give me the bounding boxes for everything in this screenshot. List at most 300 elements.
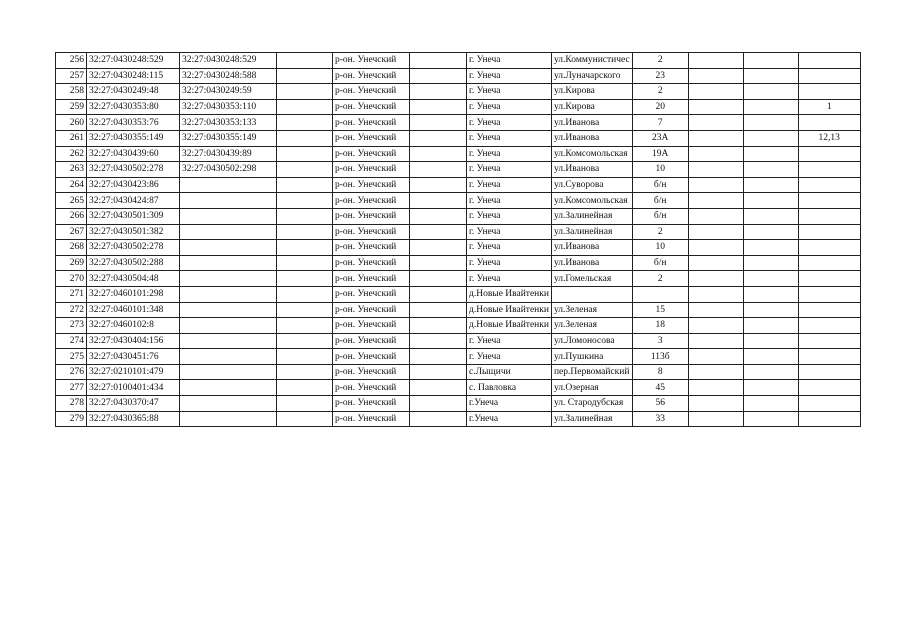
table-row <box>56 99 861 115</box>
locality-cell: г.Унеча <box>467 396 552 412</box>
empty-cell <box>410 380 467 396</box>
house-number-cell: б/н <box>632 255 688 271</box>
empty-cell <box>688 224 743 240</box>
empty-cell <box>743 364 798 380</box>
locality-cell: г.Унеча <box>467 411 552 427</box>
note-cell <box>798 302 860 318</box>
locality-cell: г. Унеча <box>467 115 552 131</box>
empty-cell <box>743 271 798 287</box>
locality-cell: г. Унеча <box>467 208 552 224</box>
empty-cell <box>410 68 467 84</box>
row-number: 266 <box>56 208 87 224</box>
locality-cell: г. Унеча <box>467 255 552 271</box>
empty-cell <box>743 302 798 318</box>
empty-cell <box>410 162 467 178</box>
empty-cell <box>277 240 333 256</box>
empty-cell <box>688 380 743 396</box>
district-cell: р-он. Унечский <box>333 271 410 287</box>
locality-cell: д.Новые Ивайтенки <box>467 302 552 318</box>
empty-cell <box>688 396 743 412</box>
empty-cell <box>410 349 467 365</box>
street-cell: ул.Зеленая <box>551 318 632 334</box>
empty-cell <box>277 271 333 287</box>
empty-cell <box>277 68 333 84</box>
row-number: 261 <box>56 130 87 146</box>
locality-cell: г. Унеча <box>467 84 552 100</box>
row-number: 260 <box>56 115 87 131</box>
table-row <box>56 302 861 318</box>
related-cadastral-number: 32:27:0430355:149 <box>180 130 277 146</box>
empty-cell <box>410 240 467 256</box>
empty-cell <box>688 193 743 209</box>
house-number-cell: 113б <box>632 349 688 365</box>
empty-cell <box>277 162 333 178</box>
locality-cell: г. Унеча <box>467 53 552 69</box>
empty-cell <box>743 318 798 334</box>
empty-cell <box>743 411 798 427</box>
empty-cell <box>410 84 467 100</box>
street-cell: ул.Иванова <box>551 130 632 146</box>
cadastral-number: 32:27:0430370:47 <box>87 396 180 412</box>
house-number-cell: 2 <box>632 224 688 240</box>
related-cadastral-number: 32:27:0430439:89 <box>180 146 277 162</box>
empty-cell <box>688 364 743 380</box>
district-cell: р-он. Унечский <box>333 99 410 115</box>
empty-cell <box>277 84 333 100</box>
row-number: 257 <box>56 68 87 84</box>
cadastral-number: 32:27:0430501:382 <box>87 224 180 240</box>
house-number-cell: 23 <box>632 68 688 84</box>
related-cadastral-number <box>180 349 277 365</box>
related-cadastral-number <box>180 224 277 240</box>
locality-cell: д.Новые Ивайтенки <box>467 286 552 302</box>
empty-cell <box>410 255 467 271</box>
related-cadastral-number: 32:27:0430249:59 <box>180 84 277 100</box>
cadastral-number: 32:27:0430502:278 <box>87 240 180 256</box>
street-cell: ул.Иванова <box>551 115 632 131</box>
empty-cell <box>743 68 798 84</box>
house-number-cell: 3 <box>632 333 688 349</box>
locality-cell: г. Унеча <box>467 68 552 84</box>
empty-cell <box>277 349 333 365</box>
street-cell: ул.Луначарского <box>551 68 632 84</box>
related-cadastral-number <box>180 411 277 427</box>
empty-cell <box>277 130 333 146</box>
table-row <box>56 115 861 131</box>
district-cell: р-он. Унечский <box>333 333 410 349</box>
row-number: 279 <box>56 411 87 427</box>
empty-cell <box>743 208 798 224</box>
empty-cell <box>410 224 467 240</box>
row-number: 278 <box>56 396 87 412</box>
street-cell: ул.Залинейная <box>551 411 632 427</box>
related-cadastral-number <box>180 318 277 334</box>
empty-cell <box>688 349 743 365</box>
empty-cell <box>743 255 798 271</box>
related-cadastral-number: 32:27:0430248:529 <box>180 53 277 69</box>
house-number-cell: 10 <box>632 240 688 256</box>
empty-cell <box>410 302 467 318</box>
street-cell: ул.Кирова <box>551 84 632 100</box>
empty-cell <box>277 364 333 380</box>
house-number-cell: 18 <box>632 318 688 334</box>
empty-cell <box>410 396 467 412</box>
cadastral-number: 32:27:0460101:348 <box>87 302 180 318</box>
note-cell <box>798 84 860 100</box>
note-cell <box>798 68 860 84</box>
note-cell <box>798 255 860 271</box>
table-row <box>56 208 861 224</box>
empty-cell <box>277 411 333 427</box>
note-cell <box>798 208 860 224</box>
empty-cell <box>410 146 467 162</box>
empty-cell <box>743 240 798 256</box>
note-cell <box>798 146 860 162</box>
locality-cell: г. Унеча <box>467 146 552 162</box>
district-cell: р-он. Унечский <box>333 162 410 178</box>
street-cell: ул.Пушкина <box>551 349 632 365</box>
district-cell: р-он. Унечский <box>333 411 410 427</box>
locality-cell: г. Унеча <box>467 333 552 349</box>
empty-cell <box>688 302 743 318</box>
district-cell: р-он. Унечский <box>333 255 410 271</box>
cadastral-number: 32:27:0430439:60 <box>87 146 180 162</box>
street-cell: ул.Озерная <box>551 380 632 396</box>
empty-cell <box>743 53 798 69</box>
empty-cell <box>688 68 743 84</box>
property-registry-table <box>55 52 861 427</box>
district-cell: р-он. Унечский <box>333 193 410 209</box>
empty-cell <box>743 146 798 162</box>
cadastral-number: 32:27:0430353:76 <box>87 115 180 131</box>
empty-cell <box>688 146 743 162</box>
cadastral-number: 32:27:0430353:80 <box>87 99 180 115</box>
empty-cell <box>688 130 743 146</box>
related-cadastral-number <box>180 208 277 224</box>
empty-cell <box>410 411 467 427</box>
empty-cell <box>688 53 743 69</box>
note-cell: 12,13 <box>798 130 860 146</box>
house-number-cell: 33 <box>632 411 688 427</box>
table-row <box>56 193 861 209</box>
empty-cell <box>277 396 333 412</box>
row-number: 259 <box>56 99 87 115</box>
empty-cell <box>688 84 743 100</box>
table-row <box>56 255 861 271</box>
table-row <box>56 364 861 380</box>
street-cell: пер.Первомайский <box>551 364 632 380</box>
house-number-cell: 10 <box>632 162 688 178</box>
note-cell <box>798 411 860 427</box>
row-number: 277 <box>56 380 87 396</box>
empty-cell <box>277 380 333 396</box>
table-row <box>56 177 861 193</box>
street-cell: ул.Кирова <box>551 99 632 115</box>
empty-cell <box>688 99 743 115</box>
street-cell: ул.Ломоносова <box>551 333 632 349</box>
row-number: 269 <box>56 255 87 271</box>
row-number: 265 <box>56 193 87 209</box>
street-cell: ул.Иванова <box>551 255 632 271</box>
locality-cell: г. Унеча <box>467 349 552 365</box>
empty-cell <box>743 99 798 115</box>
district-cell: р-он. Унечский <box>333 240 410 256</box>
house-number-cell: 15 <box>632 302 688 318</box>
empty-cell <box>410 333 467 349</box>
locality-cell: г. Унеча <box>467 271 552 287</box>
empty-cell <box>410 193 467 209</box>
empty-cell <box>410 53 467 69</box>
table-row <box>56 162 861 178</box>
cadastral-number: 32:27:0430365:88 <box>87 411 180 427</box>
cadastral-number: 32:27:0430502:278 <box>87 162 180 178</box>
locality-cell: г. Унеча <box>467 240 552 256</box>
empty-cell <box>410 318 467 334</box>
cadastral-number: 32:27:0430404:156 <box>87 333 180 349</box>
empty-cell <box>277 99 333 115</box>
locality-cell: г. Унеча <box>467 177 552 193</box>
locality-cell: г. Унеча <box>467 224 552 240</box>
cadastral-number: 32:27:0430501:309 <box>87 208 180 224</box>
empty-cell <box>410 177 467 193</box>
empty-cell <box>688 255 743 271</box>
table-row <box>56 318 861 334</box>
house-number-cell: 20 <box>632 99 688 115</box>
cadastral-number: 32:27:0430504:48 <box>87 271 180 287</box>
empty-cell <box>410 286 467 302</box>
street-cell: ул.Гомельская <box>551 271 632 287</box>
street-cell: ул.Залинейная <box>551 208 632 224</box>
district-cell: р-он. Унечский <box>333 380 410 396</box>
empty-cell <box>688 208 743 224</box>
note-cell <box>798 364 860 380</box>
row-number: 258 <box>56 84 87 100</box>
cadastral-number: 32:27:0210101:479 <box>87 364 180 380</box>
empty-cell <box>743 193 798 209</box>
row-number: 272 <box>56 302 87 318</box>
empty-cell <box>410 130 467 146</box>
district-cell: р-он. Унечский <box>333 364 410 380</box>
empty-cell <box>277 193 333 209</box>
street-cell: ул.Залинейная <box>551 224 632 240</box>
empty-cell <box>277 208 333 224</box>
cadastral-number: 32:27:0430424:87 <box>87 193 180 209</box>
house-number-cell: б/н <box>632 193 688 209</box>
related-cadastral-number <box>180 364 277 380</box>
note-cell <box>798 349 860 365</box>
cadastral-number: 32:27:0430248:529 <box>87 53 180 69</box>
table-body <box>56 53 861 427</box>
empty-cell <box>743 115 798 131</box>
note-cell <box>798 333 860 349</box>
empty-cell <box>688 333 743 349</box>
empty-cell <box>743 396 798 412</box>
cadastral-number: 32:27:0100401:434 <box>87 380 180 396</box>
district-cell: р-он. Унечский <box>333 115 410 131</box>
empty-cell <box>743 177 798 193</box>
house-number-cell: 2 <box>632 84 688 100</box>
empty-cell <box>410 99 467 115</box>
table-row <box>56 240 861 256</box>
district-cell: р-он. Унечский <box>333 302 410 318</box>
row-number: 264 <box>56 177 87 193</box>
note-cell <box>798 318 860 334</box>
table-row <box>56 411 861 427</box>
note-cell <box>798 286 860 302</box>
house-number-cell: 23А <box>632 130 688 146</box>
locality-cell: г. Унеча <box>467 99 552 115</box>
related-cadastral-number <box>180 271 277 287</box>
street-cell: ул.Коммунистичес <box>551 53 632 69</box>
locality-cell: д.Новые Ивайтенки <box>467 318 552 334</box>
empty-cell <box>410 208 467 224</box>
row-number: 270 <box>56 271 87 287</box>
row-number: 256 <box>56 53 87 69</box>
empty-cell <box>743 349 798 365</box>
cadastral-number: 32:27:0430451:76 <box>87 349 180 365</box>
empty-cell <box>743 333 798 349</box>
street-cell: ул.Иванова <box>551 162 632 178</box>
empty-cell <box>410 271 467 287</box>
house-number-cell: 2 <box>632 271 688 287</box>
related-cadastral-number <box>180 302 277 318</box>
empty-cell <box>743 380 798 396</box>
note-cell <box>798 396 860 412</box>
note-cell <box>798 240 860 256</box>
note-cell <box>798 380 860 396</box>
empty-cell <box>743 84 798 100</box>
table-row <box>56 333 861 349</box>
related-cadastral-number: 32:27:0430502:298 <box>180 162 277 178</box>
note-cell <box>798 193 860 209</box>
table-row <box>56 84 861 100</box>
empty-cell <box>277 318 333 334</box>
note-cell <box>798 115 860 131</box>
locality-cell: г. Унеча <box>467 130 552 146</box>
empty-cell <box>277 115 333 131</box>
empty-cell <box>688 177 743 193</box>
cadastral-number: 32:27:0430248:115 <box>87 68 180 84</box>
empty-cell <box>688 318 743 334</box>
district-cell: р-он. Унечский <box>333 146 410 162</box>
related-cadastral-number <box>180 255 277 271</box>
empty-cell <box>277 286 333 302</box>
cadastral-number: 32:27:0460101:298 <box>87 286 180 302</box>
row-number: 268 <box>56 240 87 256</box>
empty-cell <box>410 364 467 380</box>
district-cell: р-он. Унечский <box>333 286 410 302</box>
empty-cell <box>277 53 333 69</box>
table-row <box>56 146 861 162</box>
note-cell <box>798 177 860 193</box>
district-cell: р-он. Унечский <box>333 396 410 412</box>
district-cell: р-он. Унечский <box>333 349 410 365</box>
district-cell: р-он. Унечский <box>333 318 410 334</box>
table-row <box>56 286 861 302</box>
district-cell: р-он. Унечский <box>333 53 410 69</box>
house-number-cell: б/н <box>632 208 688 224</box>
empty-cell <box>688 286 743 302</box>
row-number: 271 <box>56 286 87 302</box>
district-cell: р-он. Унечский <box>333 84 410 100</box>
row-number: 274 <box>56 333 87 349</box>
row-number: 262 <box>56 146 87 162</box>
empty-cell <box>688 162 743 178</box>
related-cadastral-number <box>180 177 277 193</box>
row-number: 267 <box>56 224 87 240</box>
house-number-cell: 45 <box>632 380 688 396</box>
table-row <box>56 380 861 396</box>
related-cadastral-number: 32:27:0430353:110 <box>180 99 277 115</box>
table-row <box>56 349 861 365</box>
locality-cell: с. Павловка <box>467 380 552 396</box>
table-row <box>56 53 861 69</box>
note-cell <box>798 224 860 240</box>
empty-cell <box>743 162 798 178</box>
street-cell: ул.Комсомольская <box>551 146 632 162</box>
table-row <box>56 271 861 287</box>
house-number-cell: 2 <box>632 53 688 69</box>
house-number-cell <box>632 286 688 302</box>
empty-cell <box>410 115 467 131</box>
row-number: 263 <box>56 162 87 178</box>
house-number-cell: 8 <box>632 364 688 380</box>
table-row <box>56 68 861 84</box>
district-cell: р-он. Унечский <box>333 208 410 224</box>
locality-cell: г. Унеча <box>467 162 552 178</box>
cadastral-number: 32:27:0460102:8 <box>87 318 180 334</box>
table-row <box>56 224 861 240</box>
related-cadastral-number <box>180 396 277 412</box>
empty-cell <box>688 240 743 256</box>
empty-cell <box>688 411 743 427</box>
cadastral-number: 32:27:0430502:288 <box>87 255 180 271</box>
locality-cell: г. Унеча <box>467 193 552 209</box>
empty-cell <box>277 255 333 271</box>
street-cell: ул.Зеленая <box>551 302 632 318</box>
row-number: 276 <box>56 364 87 380</box>
related-cadastral-number <box>180 193 277 209</box>
locality-cell: с.Лыщичи <box>467 364 552 380</box>
house-number-cell: 56 <box>632 396 688 412</box>
note-cell: 1 <box>798 99 860 115</box>
related-cadastral-number <box>180 286 277 302</box>
note-cell <box>798 271 860 287</box>
related-cadastral-number <box>180 240 277 256</box>
related-cadastral-number <box>180 380 277 396</box>
note-cell <box>798 53 860 69</box>
note-cell <box>798 162 860 178</box>
street-cell: ул. Стародубская <box>551 396 632 412</box>
house-number-cell: 7 <box>632 115 688 131</box>
table-row <box>56 130 861 146</box>
related-cadastral-number: 32:27:0430248:588 <box>180 68 277 84</box>
row-number: 275 <box>56 349 87 365</box>
street-cell <box>551 286 632 302</box>
empty-cell <box>743 224 798 240</box>
empty-cell <box>277 333 333 349</box>
street-cell: ул.Суворова <box>551 177 632 193</box>
cadastral-number: 32:27:0430423:86 <box>87 177 180 193</box>
table-row <box>56 396 861 412</box>
related-cadastral-number: 32:27:0430353:133 <box>180 115 277 131</box>
empty-cell <box>277 224 333 240</box>
empty-cell <box>277 302 333 318</box>
empty-cell <box>277 146 333 162</box>
street-cell: ул.Иванова <box>551 240 632 256</box>
district-cell: р-он. Унечский <box>333 177 410 193</box>
cadastral-number: 32:27:0430355:149 <box>87 130 180 146</box>
